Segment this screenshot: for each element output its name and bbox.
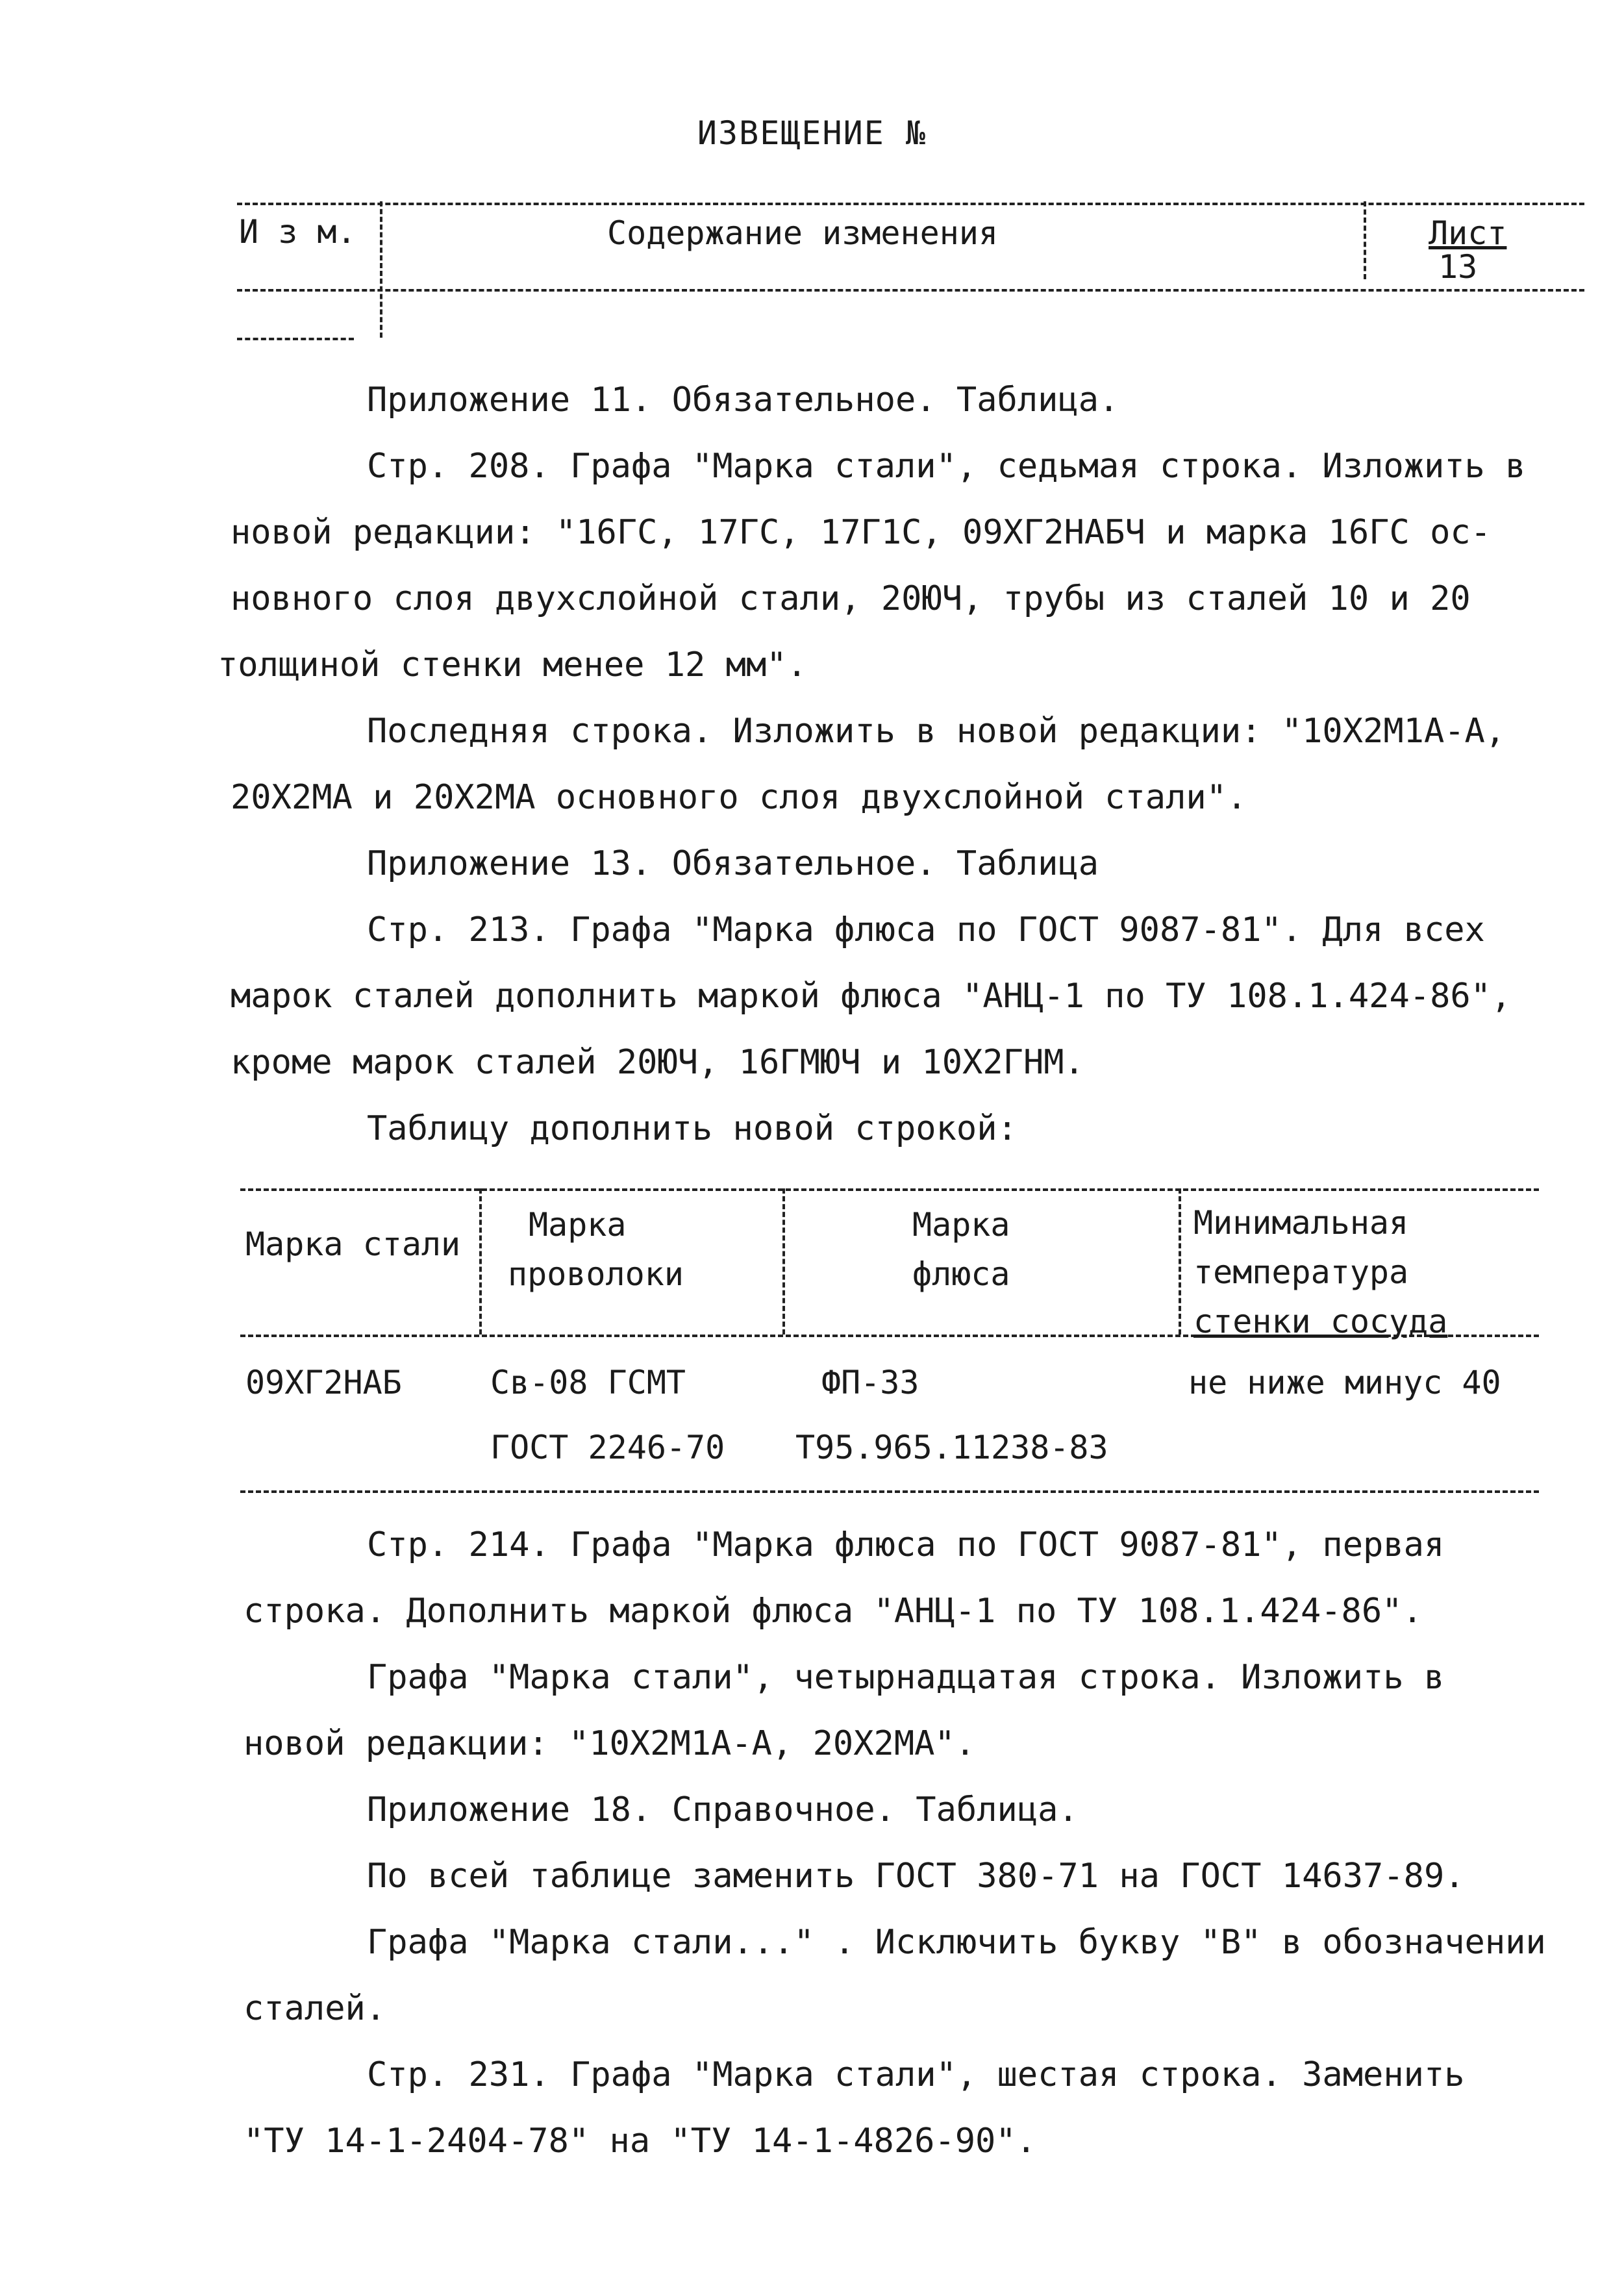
text-line: По всей таблице заменить ГОСТ 380-71 на ГОСТ 14637-89. (367, 1857, 1465, 1896)
body-text-b (231, 1512, 1546, 2174)
text-line: новного слоя двухслойной стали, 20ЮЧ, трубы из сталей 10 и 20 (231, 579, 1471, 618)
table-bottom-rule (240, 1490, 1539, 1493)
table-divider-1 (479, 1188, 482, 1335)
text-line: "ТУ 14-1-2404-78" на "ТУ 14-1-4826-90". (244, 2122, 1036, 2161)
table-cell-wire: Св-08 ГСМТ (490, 1364, 686, 1401)
text-line: Таблицу дополнить новой строкой: (367, 1109, 1018, 1148)
table-cell-flux: ФП-33 (821, 1364, 919, 1401)
text-line: Приложение 18. Справочное. Таблица. (367, 1790, 1079, 1829)
body-text-a (218, 367, 1526, 1162)
header-bottom-rule (237, 289, 1584, 292)
table-header-flux: Марка флюса (912, 1206, 1010, 1293)
header-change-label: И з м. (239, 213, 356, 251)
text-line: Стр. 214. Графа "Марка флюса по ГОСТ 9087-81", первая (367, 1525, 1445, 1564)
table-top-rule (240, 1188, 1539, 1191)
table-cell-flux-standard: Т95.965.11238-83 (795, 1429, 1108, 1466)
text-line: кроме марок сталей 20ЮЧ, 16ГМЮЧ и 10Х2ГНМ. (231, 1043, 1084, 1082)
text-line: сталей. (244, 1989, 386, 2028)
table-header-wire: Марка проволоки (508, 1206, 684, 1293)
header-top-rule (237, 203, 1584, 205)
table-cell-steel: 09ХГ2НАБ (245, 1364, 402, 1401)
header-divider-left (380, 201, 382, 338)
page-title: ИЗВЕЩЕНИЕ № (697, 114, 927, 152)
table-header-steel: Марка стали (245, 1225, 461, 1263)
table-cell-temp: не ниже минус 40 (1188, 1364, 1501, 1401)
text-line: Стр. 213. Графа "Марка флюса по ГОСТ 9087-81". Для всех (367, 910, 1485, 949)
table-cell-wire-standard: ГОСТ 2246-70 (490, 1429, 725, 1466)
text-line: 20Х2МА и 20Х2МА основного слоя двухслойной стали". (231, 778, 1247, 817)
text-line: Стр. 208. Графа "Марка стали", седьмая строка. Изложить в (367, 447, 1526, 486)
text-line: Приложение 11. Обязательное. Таблица. (367, 381, 1119, 420)
table-divider-2 (782, 1188, 785, 1335)
text-line: строка. Дополнить маркой флюса "АНЦ-1 по ТУ 108.1.424-86". (244, 1592, 1423, 1631)
table-divider-3 (1179, 1188, 1181, 1335)
header-divider-right (1364, 201, 1366, 279)
header-extra-rule (237, 338, 354, 340)
text-line: новой редакции: "10Х2М1А-А, 20Х2МА". (244, 1724, 976, 1763)
text-line: толщиной стенки менее 12 мм". (218, 646, 807, 684)
header-content-label: Содержание изменения (607, 214, 999, 252)
table-header-temp: Минимальная температура стенки сосуда (1193, 1204, 1448, 1340)
header-sheet-label: Лист (1429, 214, 1507, 252)
text-line: Графа "Марка стали..." . Исключить букву "В" в обозначении (367, 1923, 1546, 1962)
header-sheet-number: 13 (1438, 248, 1478, 286)
text-line: Последняя строка. Изложить в новой редакции: "10Х2М1А-А, (367, 712, 1506, 751)
text-line: Графа "Марка стали", четырнадцатая строка. Изложить в (367, 1658, 1445, 1697)
text-line: Приложение 13. Обязательное. Таблица (367, 844, 1099, 883)
text-line: Стр. 231. Графа "Марка стали", шестая строка. Заменить (367, 2055, 1465, 2094)
text-line: марок сталей дополнить маркой флюса "АНЦ-1 по ТУ 108.1.424-86", (231, 977, 1512, 1016)
text-line: новой редакции: "16ГС, 17ГС, 17Г1С, 09ХГ2НАБЧ и марка 16ГС ос- (231, 513, 1492, 552)
